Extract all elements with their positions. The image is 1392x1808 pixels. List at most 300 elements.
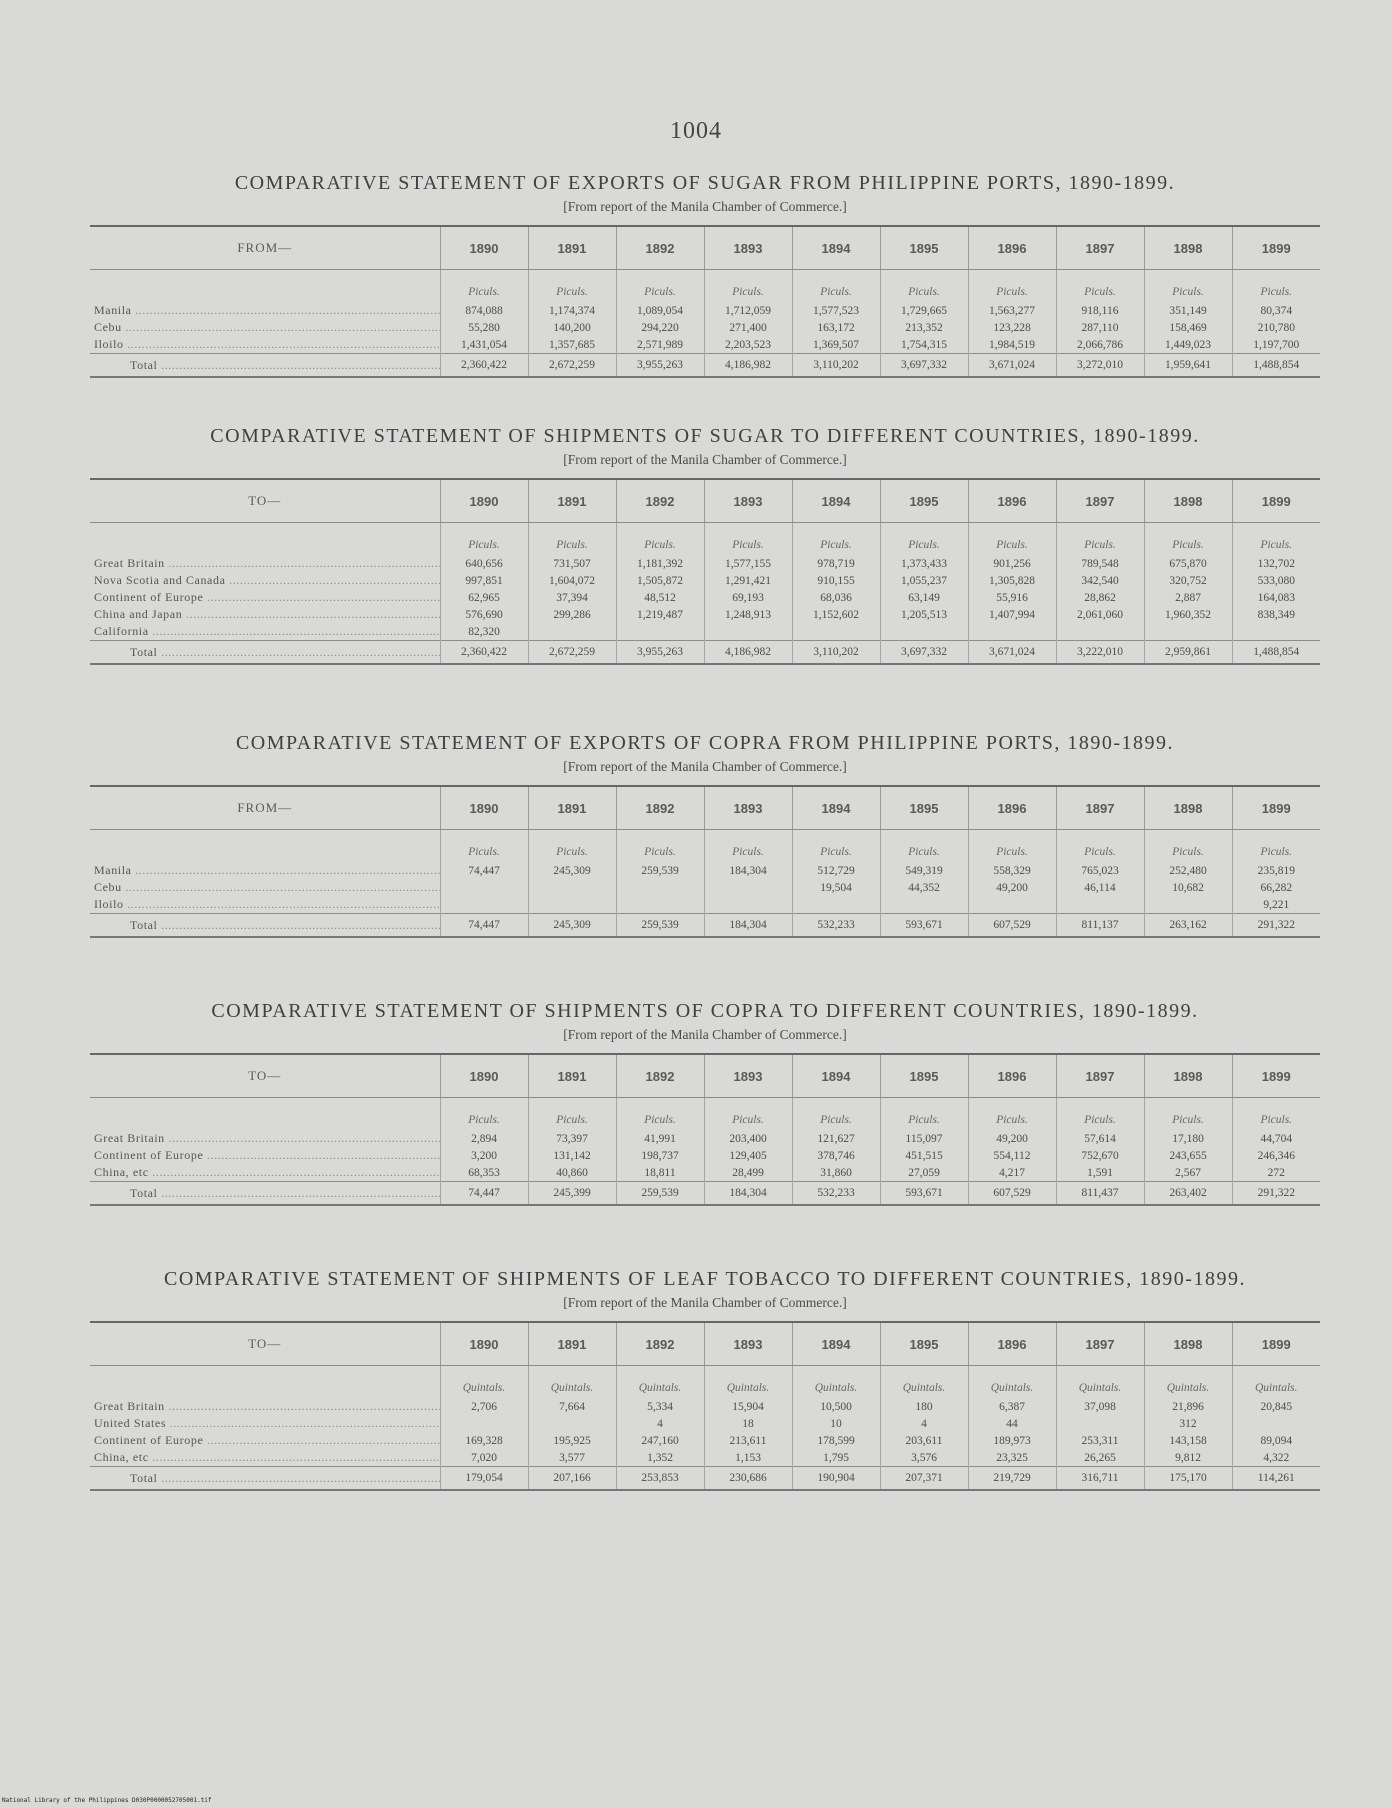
cell-value: 20,845 [1232, 1398, 1320, 1415]
unit-label: Piculs. [968, 1098, 1056, 1131]
cell-value: 312 [1144, 1415, 1232, 1432]
year-header: 1895 [880, 226, 968, 270]
unit-label: Piculs. [528, 1098, 616, 1131]
unit-label: Piculs. [1056, 1098, 1144, 1131]
unit-label: Piculs. [792, 1098, 880, 1131]
cell-value: 63,149 [880, 589, 968, 606]
year-header: 1891 [528, 226, 616, 270]
unit-label: Quintals. [792, 1366, 880, 1399]
row-label: Continent of Europe ..... [90, 1147, 440, 1164]
total-value: 3,955,263 [616, 354, 704, 378]
unit-label: Piculs. [792, 523, 880, 556]
total-value: 190,904 [792, 1467, 880, 1491]
table-subtitle: [From report of the Manila Chamber of Commerce.] [563, 759, 847, 774]
cell-value: 1,352 [616, 1449, 704, 1467]
year-header: 1898 [1144, 479, 1232, 523]
cell-value: 1,153 [704, 1449, 792, 1467]
year-header: 1890 [440, 479, 528, 523]
cell-value: 143,158 [1144, 1432, 1232, 1449]
cell-value: 294,220 [616, 319, 704, 336]
cell-value: 259,539 [616, 862, 704, 879]
cell-value: 48,512 [616, 589, 704, 606]
row-label: Manila ..... [90, 302, 440, 319]
cell-value: 287,110 [1056, 319, 1144, 336]
unit-label: Quintals. [1144, 1366, 1232, 1399]
cell-value: 169,328 [440, 1432, 528, 1449]
year-header: 1892 [616, 1054, 704, 1098]
cell-value: 131,142 [528, 1147, 616, 1164]
cell-value: 213,611 [704, 1432, 792, 1449]
year-header: 1894 [792, 1322, 880, 1366]
cell-value: 82,320 [440, 623, 528, 641]
cell-value: 910,155 [792, 572, 880, 589]
total-label: Total ..... [90, 354, 440, 378]
unit-row-blank [90, 830, 440, 863]
cell-value: 1,563,277 [968, 302, 1056, 319]
scan-footer: National Library of the Philippines D030P0000052705001.tif [2, 1797, 212, 1804]
year-header: 1894 [792, 1054, 880, 1098]
cell-value: 731,507 [528, 555, 616, 572]
row-label: China, etc ..... [90, 1164, 440, 1182]
total-label: Total ..... [90, 641, 440, 665]
year-header: 1897 [1056, 1322, 1144, 1366]
year-header: 1891 [528, 1322, 616, 1366]
total-value: 607,529 [968, 1182, 1056, 1206]
cell-value: 558,329 [968, 862, 1056, 879]
cell-value [1056, 1415, 1144, 1432]
row-label: Cebu ..... [90, 879, 440, 896]
unit-label: Piculs. [880, 830, 968, 863]
cell-value: 18,811 [616, 1164, 704, 1182]
row-label: Great Britain ..... [90, 1398, 440, 1415]
cell-value: 2,894 [440, 1130, 528, 1147]
table-row [90, 1432, 1320, 1449]
year-header: 1890 [440, 786, 528, 830]
year-header: 1890 [440, 1054, 528, 1098]
cell-value: 4,217 [968, 1164, 1056, 1182]
total-value: 291,322 [1232, 1182, 1320, 1206]
year-header: 1897 [1056, 479, 1144, 523]
cell-value: 1,712,059 [704, 302, 792, 319]
total-value: 3,697,332 [880, 354, 968, 378]
cell-value: 23,325 [968, 1449, 1056, 1467]
cell-value: 1,248,913 [704, 606, 792, 623]
cell-value: 640,656 [440, 555, 528, 572]
cell-value [616, 623, 704, 641]
cell-value: 57,614 [1056, 1130, 1144, 1147]
cell-value: 1,505,872 [616, 572, 704, 589]
statistics-table [90, 785, 1320, 938]
cell-value: 140,200 [528, 319, 616, 336]
cell-value [880, 896, 968, 914]
cell-value [704, 879, 792, 896]
unit-label: Quintals. [704, 1366, 792, 1399]
cell-value: 320,752 [1144, 572, 1232, 589]
cell-value: 17,180 [1144, 1130, 1232, 1147]
cell-value: 49,200 [968, 879, 1056, 896]
cell-value: 180 [880, 1398, 968, 1415]
unit-row-blank [90, 1366, 440, 1399]
cell-value: 1,089,054 [616, 302, 704, 319]
total-value: 2,959,861 [1144, 641, 1232, 665]
cell-value: 1,754,315 [880, 336, 968, 354]
total-value: 593,671 [880, 914, 968, 938]
total-value: 3,110,202 [792, 354, 880, 378]
unit-label: Piculs. [968, 830, 1056, 863]
table-row [90, 606, 1320, 623]
total-value: 3,671,024 [968, 354, 1056, 378]
cell-value: 4,322 [1232, 1449, 1320, 1467]
total-value: 1,488,854 [1232, 354, 1320, 378]
table-title: COMPARATIVE STATEMENT OF SHIPMENTS OF COPRA TO DIFFERENT COUNTRIES, 1890-1899. [211, 1000, 1199, 1022]
table-row [90, 572, 1320, 589]
cell-value: 451,515 [880, 1147, 968, 1164]
table-row [90, 1398, 1320, 1415]
cell-value: 66,282 [1232, 879, 1320, 896]
cell-value: 245,309 [528, 862, 616, 879]
total-value: 114,261 [1232, 1467, 1320, 1491]
cell-value: 1,174,374 [528, 302, 616, 319]
total-value: 2,672,259 [528, 641, 616, 665]
total-value: 3,110,202 [792, 641, 880, 665]
cell-value: 210,780 [1232, 319, 1320, 336]
total-value: 4,186,982 [704, 354, 792, 378]
cell-value [528, 896, 616, 914]
cell-value: 2,061,060 [1056, 606, 1144, 623]
unit-label: Piculs. [1056, 830, 1144, 863]
year-header: 1891 [528, 786, 616, 830]
cell-value: 2,567 [1144, 1164, 1232, 1182]
total-value: 316,711 [1056, 1467, 1144, 1491]
unit-label: Piculs. [440, 270, 528, 303]
cell-value: 378,746 [792, 1147, 880, 1164]
total-row [90, 1467, 1320, 1491]
cell-value [792, 896, 880, 914]
year-header: 1895 [880, 786, 968, 830]
table-title: COMPARATIVE STATEMENT OF EXPORTS OF COPRA FROM PHILIPPINE PORTS, 1890-1899. [235, 732, 1175, 754]
column-header-label: FROM— [90, 226, 440, 270]
year-header: 1893 [704, 1322, 792, 1366]
cell-value: 1,152,602 [792, 606, 880, 623]
cell-value: 44 [968, 1415, 1056, 1432]
table-row [90, 879, 1320, 896]
cell-value: 918,116 [1056, 302, 1144, 319]
table-row [90, 1415, 1320, 1432]
table-row [90, 302, 1320, 319]
total-value: 230,686 [704, 1467, 792, 1491]
cell-value: 1,604,072 [528, 572, 616, 589]
cell-value [440, 1415, 528, 1432]
cell-value: 271,400 [704, 319, 792, 336]
unit-label: Quintals. [616, 1366, 704, 1399]
cell-value: 164,083 [1232, 589, 1320, 606]
table-row [90, 589, 1320, 606]
table-row [90, 555, 1320, 572]
cell-value: 55,280 [440, 319, 528, 336]
cell-value: 1,431,054 [440, 336, 528, 354]
year-header: 1899 [1232, 226, 1320, 270]
unit-label: Piculs. [1232, 830, 1320, 863]
cell-value: 10,500 [792, 1398, 880, 1415]
cell-value: 1,984,519 [968, 336, 1056, 354]
total-value: 811,137 [1056, 914, 1144, 938]
cell-value: 213,352 [880, 319, 968, 336]
cell-value [968, 623, 1056, 641]
unit-label: Piculs. [880, 1098, 968, 1131]
unit-label: Piculs. [1144, 830, 1232, 863]
table-subtitle: [From report of the Manila Chamber of Commerce.] [563, 1295, 847, 1310]
cell-value: 132,702 [1232, 555, 1320, 572]
cell-value [440, 896, 528, 914]
cell-value [792, 623, 880, 641]
statistics-table [90, 225, 1320, 378]
cell-value: 978,719 [792, 555, 880, 572]
cell-value: 10 [792, 1415, 880, 1432]
year-header: 1897 [1056, 226, 1144, 270]
cell-value: 6,387 [968, 1398, 1056, 1415]
cell-value: 1,729,665 [880, 302, 968, 319]
row-label: United States ..... [90, 1415, 440, 1432]
cell-value: 1,407,994 [968, 606, 1056, 623]
row-label: China and Japan ..... [90, 606, 440, 623]
cell-value: 549,319 [880, 862, 968, 879]
cell-value: 26,265 [1056, 1449, 1144, 1467]
total-label: Total ..... [90, 1467, 440, 1491]
year-header: 1898 [1144, 786, 1232, 830]
unit-label: Piculs. [1232, 270, 1320, 303]
total-value: 811,437 [1056, 1182, 1144, 1206]
unit-label: Piculs. [440, 830, 528, 863]
unit-label: Piculs. [792, 830, 880, 863]
cell-value: 68,036 [792, 589, 880, 606]
row-label: Cebu ..... [90, 319, 440, 336]
year-header: 1893 [704, 1054, 792, 1098]
unit-label: Piculs. [880, 523, 968, 556]
cell-value: 235,819 [1232, 862, 1320, 879]
unit-label: Piculs. [1056, 523, 1144, 556]
cell-value: 37,098 [1056, 1398, 1144, 1415]
total-value: 1,488,854 [1232, 641, 1320, 665]
cell-value: 195,925 [528, 1432, 616, 1449]
cell-value: 675,870 [1144, 555, 1232, 572]
cell-value: 342,540 [1056, 572, 1144, 589]
year-header: 1898 [1144, 226, 1232, 270]
total-value: 219,729 [968, 1467, 1056, 1491]
unit-label: Piculs. [616, 1098, 704, 1131]
cell-value: 4 [616, 1415, 704, 1432]
total-value: 3,272,010 [1056, 354, 1144, 378]
unit-label: Piculs. [704, 1098, 792, 1131]
table-title: COMPARATIVE STATEMENT OF SHIPMENTS OF LEAF TOBACCO TO DIFFERENT COUNTRIES, 1890-1899. [164, 1268, 1246, 1290]
cell-value: 901,256 [968, 555, 1056, 572]
cell-value: 299,286 [528, 606, 616, 623]
unit-label: Piculs. [440, 1098, 528, 1131]
year-header: 1894 [792, 479, 880, 523]
table-section-1 [90, 172, 1320, 378]
row-label: Continent of Europe ..... [90, 589, 440, 606]
table-section-4 [90, 1000, 1320, 1206]
cell-value: 253,311 [1056, 1432, 1144, 1449]
cell-value: 3,577 [528, 1449, 616, 1467]
cell-value: 31,860 [792, 1164, 880, 1182]
total-value: 263,162 [1144, 914, 1232, 938]
table-title: COMPARATIVE STATEMENT OF EXPORTS OF SUGAR FROM PHILIPPINE PORTS, 1890-1899. [234, 172, 1176, 194]
cell-value [616, 879, 704, 896]
unit-label: Quintals. [528, 1366, 616, 1399]
cell-value: 7,020 [440, 1449, 528, 1467]
total-value: 245,399 [528, 1182, 616, 1206]
total-value: 593,671 [880, 1182, 968, 1206]
cell-value: 1,577,155 [704, 555, 792, 572]
cell-value: 62,965 [440, 589, 528, 606]
year-header: 1892 [616, 786, 704, 830]
row-label: Great Britain ..... [90, 1130, 440, 1147]
table-row [90, 1130, 1320, 1147]
cell-value: 44,704 [1232, 1130, 1320, 1147]
year-header: 1891 [528, 1054, 616, 1098]
cell-value [968, 896, 1056, 914]
cell-value: 252,480 [1144, 862, 1232, 879]
total-value: 207,166 [528, 1467, 616, 1491]
total-value: 179,054 [440, 1467, 528, 1491]
cell-value: 37,394 [528, 589, 616, 606]
year-header: 1893 [704, 479, 792, 523]
total-value: 3,697,332 [880, 641, 968, 665]
year-header: 1892 [616, 1322, 704, 1366]
unit-label: Quintals. [1232, 1366, 1320, 1399]
table-subtitle: [From report of the Manila Chamber of Commerce.] [563, 199, 847, 214]
row-label: Manila ..... [90, 862, 440, 879]
unit-label: Piculs. [1056, 270, 1144, 303]
unit-label: Piculs. [792, 270, 880, 303]
year-header: 1893 [704, 226, 792, 270]
cell-value: 2,203,523 [704, 336, 792, 354]
year-header: 1898 [1144, 1322, 1232, 1366]
total-value: 2,360,422 [440, 354, 528, 378]
cell-value: 1,357,685 [528, 336, 616, 354]
year-header: 1892 [616, 226, 704, 270]
cell-value: 115,097 [880, 1130, 968, 1147]
table-row [90, 1449, 1320, 1467]
total-value: 3,222,010 [1056, 641, 1144, 665]
unit-label: Quintals. [880, 1366, 968, 1399]
cell-value [704, 623, 792, 641]
cell-value: 533,080 [1232, 572, 1320, 589]
total-value: 291,322 [1232, 914, 1320, 938]
total-value: 607,529 [968, 914, 1056, 938]
year-header: 1893 [704, 786, 792, 830]
cell-value [440, 879, 528, 896]
year-header: 1890 [440, 226, 528, 270]
cell-value: 247,160 [616, 1432, 704, 1449]
table-row [90, 896, 1320, 914]
column-header-label: TO— [90, 1322, 440, 1366]
unit-label: Piculs. [968, 270, 1056, 303]
unit-label: Piculs. [704, 830, 792, 863]
table-row [90, 1147, 1320, 1164]
cell-value: 89,094 [1232, 1432, 1320, 1449]
unit-label: Piculs. [616, 270, 704, 303]
cell-value: 554,112 [968, 1147, 1056, 1164]
table-section-5 [90, 1268, 1320, 1491]
row-label: Great Britain ..... [90, 555, 440, 572]
cell-value: 512,729 [792, 862, 880, 879]
total-value: 253,853 [616, 1467, 704, 1491]
cell-value: 1,181,392 [616, 555, 704, 572]
table-subtitle: [From report of the Manila Chamber of Commerce.] [563, 452, 847, 467]
year-header: 1899 [1232, 1322, 1320, 1366]
year-header: 1898 [1144, 1054, 1232, 1098]
cell-value: 189,973 [968, 1432, 1056, 1449]
year-header: 1891 [528, 479, 616, 523]
unit-label: Quintals. [1056, 1366, 1144, 1399]
cell-value: 9,812 [1144, 1449, 1232, 1467]
total-value: 207,371 [880, 1467, 968, 1491]
cell-value: 74,447 [440, 862, 528, 879]
cell-value [528, 879, 616, 896]
unit-label: Piculs. [528, 270, 616, 303]
year-header: 1896 [968, 786, 1056, 830]
total-value: 184,304 [704, 914, 792, 938]
column-header-label: TO— [90, 479, 440, 523]
cell-value [1144, 896, 1232, 914]
table-row [90, 623, 1320, 641]
year-header: 1895 [880, 1322, 968, 1366]
total-row [90, 1182, 1320, 1206]
total-value: 175,170 [1144, 1467, 1232, 1491]
unit-label: Piculs. [528, 523, 616, 556]
cell-value [616, 896, 704, 914]
cell-value [1232, 1415, 1320, 1432]
cell-value: 2,887 [1144, 589, 1232, 606]
cell-value [528, 623, 616, 641]
year-header: 1890 [440, 1322, 528, 1366]
cell-value: 1,197,700 [1232, 336, 1320, 354]
total-row [90, 914, 1320, 938]
cell-value: 40,860 [528, 1164, 616, 1182]
cell-value: 5,334 [616, 1398, 704, 1415]
row-label: Continent of Europe ..... [90, 1432, 440, 1449]
year-header: 1892 [616, 479, 704, 523]
cell-value: 203,611 [880, 1432, 968, 1449]
total-label: Total ..... [90, 1182, 440, 1206]
year-header: 1896 [968, 479, 1056, 523]
total-label: Total ..... [90, 914, 440, 938]
unit-label: Piculs. [440, 523, 528, 556]
total-value: 245,309 [528, 914, 616, 938]
cell-value [1144, 623, 1232, 641]
cell-value: 80,374 [1232, 302, 1320, 319]
year-header: 1899 [1232, 479, 1320, 523]
unit-label: Piculs. [704, 523, 792, 556]
cell-value: 158,469 [1144, 319, 1232, 336]
cell-value: 44,352 [880, 879, 968, 896]
column-header-label: FROM— [90, 786, 440, 830]
year-header: 1897 [1056, 786, 1144, 830]
cell-value: 184,304 [704, 862, 792, 879]
year-header: 1897 [1056, 1054, 1144, 1098]
cell-value: 68,353 [440, 1164, 528, 1182]
row-label: California ..... [90, 623, 440, 641]
year-header: 1899 [1232, 786, 1320, 830]
cell-value: 272 [1232, 1164, 1320, 1182]
total-row [90, 354, 1320, 378]
total-value: 74,447 [440, 914, 528, 938]
cell-value: 21,896 [1144, 1398, 1232, 1415]
unit-label: Piculs. [528, 830, 616, 863]
cell-value: 46,114 [1056, 879, 1144, 896]
cell-value: 838,349 [1232, 606, 1320, 623]
